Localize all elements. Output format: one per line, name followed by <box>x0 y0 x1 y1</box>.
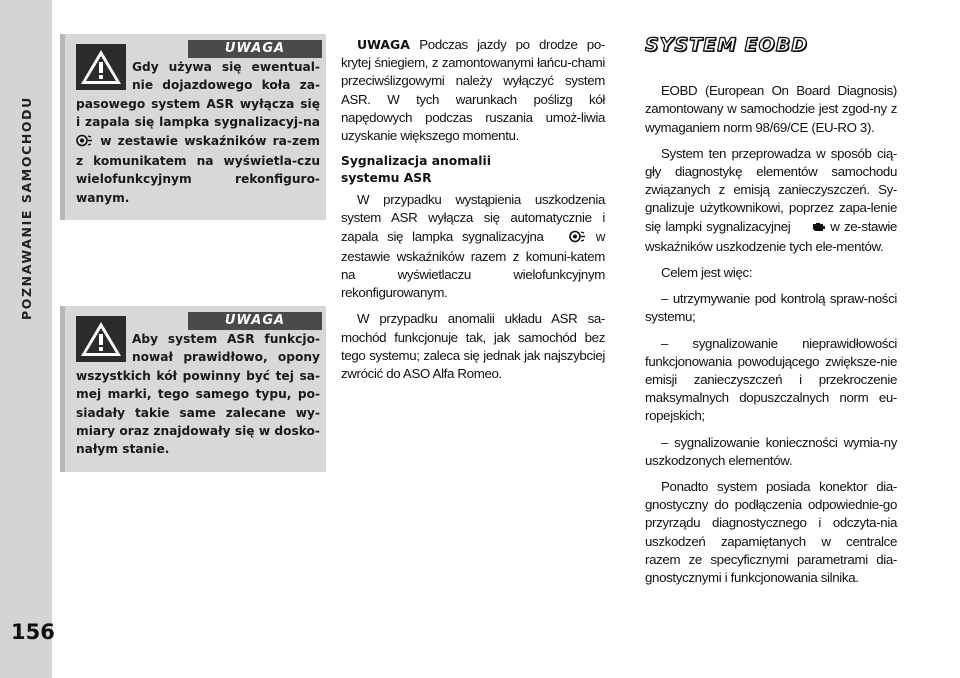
goal-paragraph: Celem jest więc: <box>661 265 753 281</box>
warning-text-part2: w zestawie wskaźników ra-zem z komunikatem na wyświetla-czu wielofunkcyjnym rekonfiguro-wanym. <box>76 133 321 205</box>
warning-box-spare-wheel <box>60 34 326 220</box>
warning-box-stripe <box>60 306 65 472</box>
subheading <box>341 153 605 187</box>
fault-text-part1: W przypadku wystąpienia uszkodzenia system ASR wyłącza się automatycznie i zapala się lampka sygnalizacyjna <box>341 192 605 244</box>
section-tab <box>0 40 52 580</box>
engine-check-icon <box>795 220 826 238</box>
warning-text: Aby system ASR funkcjo-nował prawidłowo, opony wszystkich kół powinny być tej sa-mej marki, tego samego typu, po-siadały takie same zalecane wy-miary oraz znajdowały się w dosko-nałym stanie. <box>76 332 320 457</box>
fault-paragraph <box>341 191 605 302</box>
warning-text-part1: Gdy używa się ewentual-nie dojazdowego koła za-pasowego system ASR wyłącza się i zapala się lampka sygnalizacyj-na <box>76 60 320 130</box>
subheading-line2: systemu ASR <box>341 171 432 186</box>
eobd-intro-paragraph: EOBD (European On Board Diagnosis) zamontowany w samochodzie jest zgod-ny z wymaganiem norm 98/69/CE (EU-RO 3). <box>645 83 897 135</box>
middle-column <box>341 36 605 391</box>
bullet-item: – sygnalizowanie nieprawidłowości funkcjonowania powodującego zwiększe-nie emisji zanieczyszczeń i przekroczenie maksymalnych dopuszczalnych norm eu-ropejskich; <box>645 335 897 424</box>
diagnosis-text-part2: w ze-stawie wskaźników uszkodzenie tych ele-mentów. <box>645 218 897 254</box>
snow-chains-text: Podczas jazdy po drodze po-krytej śniegiem, z zamontowanymi łańcu-chami przeciwślizgowymi należy wyłączyć system ASR. W tych warunkach poślizg kół napędowych podczas ruszania umoż-liwia uzyskanie większego momentu. <box>341 37 605 144</box>
fault-text-part2: w zestawie wskaźników razem z komuni-katem na wyświetlaczu wielofunkcyjnym rekonfigurowanym. <box>341 228 605 301</box>
asr-warning-light-icon <box>76 134 94 152</box>
subheading-line1: Sygnalizacja anomalii <box>341 154 491 169</box>
right-column <box>645 36 897 595</box>
warning-box-tyres <box>60 306 326 472</box>
section-title: SYSTEM EOBD <box>645 34 808 56</box>
diagnosis-text-part1: System ten przeprowadza w sposób cią-gły diagnostykę elementów samochodu związanych z emisją zanieczyszczeń. Sy-gnalizuje użytkownikowi, poprzez zapa-lenie się lampki sygnalizacyjnej <box>645 145 897 234</box>
warning-header: UWAGA <box>188 312 322 330</box>
eobd-diagnosis-paragraph <box>645 145 897 256</box>
section-label: POZNAWANIE SAMOCHODU <box>19 96 34 320</box>
page-number: 156 <box>11 620 55 644</box>
warning-box-stripe <box>60 34 65 220</box>
warning-header: UWAGA <box>188 40 322 58</box>
lead-word: UWAGA <box>357 37 410 52</box>
bullet-item: – sygnalizowanie konieczności wymia-ny uszkodzonych elementów. <box>645 434 897 468</box>
asr-warning-light-icon <box>553 230 587 248</box>
bullet-item: – utrzymywanie pod kontrolą spraw-ności systemu; <box>645 291 897 325</box>
anomaly-paragraph: W przypadku anomalii układu ASR sa-mochód funkcjonuje tak, jak samochód bez tego systemu; zaleca się jednak jak najszybciej zwrócić do ASO Alfa Romeo. <box>341 311 605 382</box>
warning-text <box>76 58 320 207</box>
connector-paragraph: Ponadto system posiada konektor dia-gnostyczny do podłączenia odpowiednie-go przyrządu diagnostycznego i odczyta-nia uszkodzeń zapamiętanych w centralce razem ze specyficznymi parametrami dia-gnostycznymi i funkcjonowania silnika. <box>645 479 897 586</box>
snow-chains-paragraph <box>341 36 605 145</box>
